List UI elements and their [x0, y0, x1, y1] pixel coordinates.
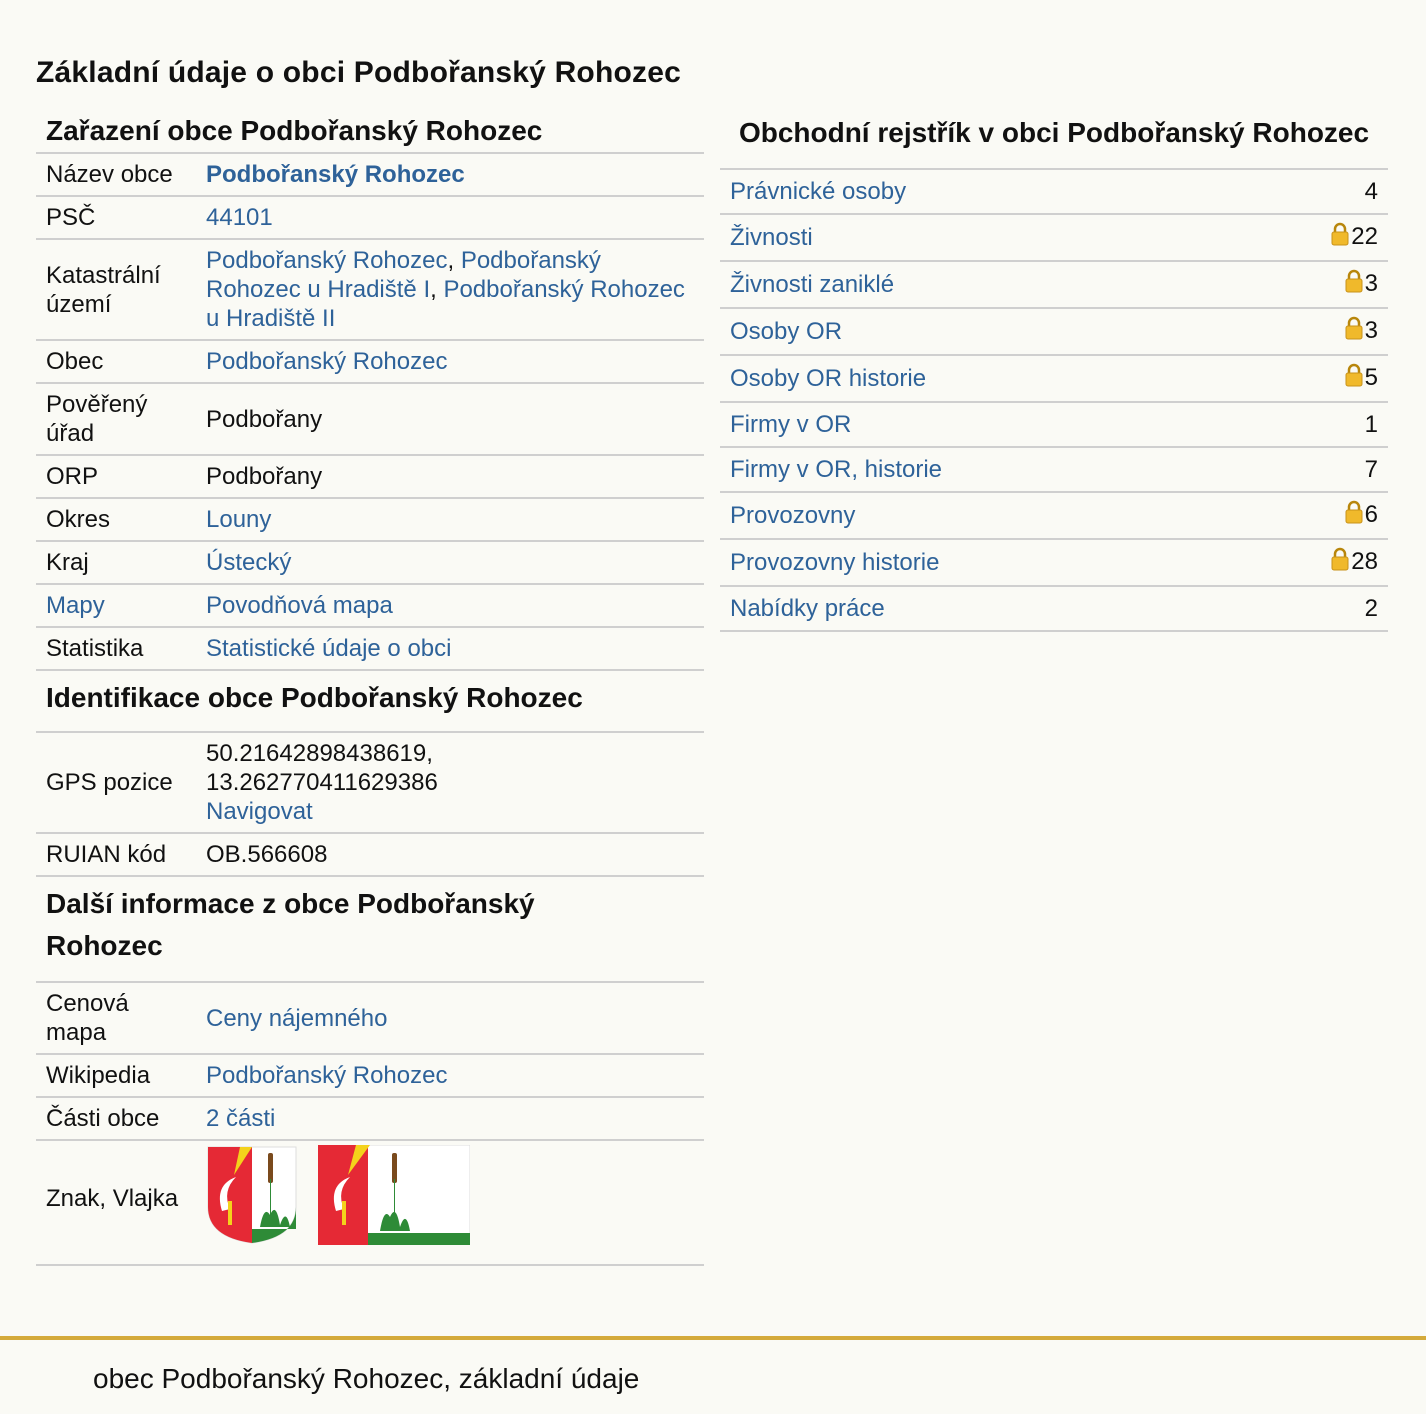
row-label: Statistika	[36, 627, 196, 670]
rejstrik-link[interactable]: Firmy v OR, historie	[730, 456, 943, 483]
row-label: RUIAN kód	[36, 833, 196, 876]
row-label: Znak, Vlajka	[36, 1140, 196, 1265]
row-value: Podbořany	[196, 455, 704, 498]
rejstrik-count: 5	[1364, 364, 1378, 391]
rejstrik-count: 2	[1364, 595, 1378, 622]
obec-name-link[interactable]: Podbořanský Rohozec	[206, 161, 465, 188]
rejstrik-link[interactable]: Nabídky práce	[730, 595, 885, 622]
rejstrik-link[interactable]: Firmy v OR	[730, 411, 852, 438]
rejstrik-row	[720, 355, 1388, 402]
katastr-link[interactable]: Podbořanský Rohozec u Hradiště I	[206, 247, 601, 303]
rejstrik-row	[720, 447, 1388, 492]
table-row	[36, 833, 704, 876]
row-label: Wikipedia	[36, 1054, 196, 1097]
rejstrik-link[interactable]: Osoby OR	[730, 318, 843, 345]
rejstrik-row	[720, 586, 1388, 631]
table-row	[36, 1054, 704, 1097]
row-label: Katastrální území	[36, 239, 196, 340]
dalsi-table	[36, 983, 704, 1266]
mapy-link[interactable]: Mapy	[46, 592, 105, 619]
statistika-link[interactable]: Statistické údaje o obci	[206, 635, 452, 662]
rejstrik-count: 4	[1364, 178, 1378, 205]
rejstrik-count-cell	[1239, 355, 1388, 402]
obec-link[interactable]: Podbořanský Rohozec	[206, 348, 448, 375]
rejstrik-count-cell	[1239, 261, 1388, 308]
table-row	[36, 340, 704, 383]
rejstrik-row	[720, 402, 1388, 447]
right-column	[720, 110, 1388, 632]
lock-icon	[1345, 269, 1363, 302]
footer-text: obec Podbořanský Rohozec, základní údaje	[93, 1363, 640, 1394]
row-label: Název obce	[36, 154, 196, 196]
table-row	[36, 733, 704, 833]
ceny-najemneho-link[interactable]: Ceny nájemného	[206, 1004, 388, 1032]
rejstrik-link[interactable]: Provozovny	[730, 502, 856, 529]
row-label: ORP	[36, 455, 196, 498]
row-value: Podbořany	[196, 383, 704, 455]
lock-icon	[1345, 500, 1363, 533]
identifikace-table	[36, 733, 704, 877]
left-column	[36, 110, 704, 1266]
psc-link[interactable]: 44101	[206, 204, 273, 231]
katastr-link[interactable]: Podbořanský Rohozec	[206, 247, 448, 274]
page-title: Základní údaje o obci Podbořanský Rohozec	[36, 56, 681, 89]
rejstrik-count-cell	[1239, 447, 1388, 492]
ruian-value: OB.566608	[196, 833, 704, 876]
row-label: Pověřený úřad	[36, 383, 196, 455]
rejstrik-count: 7	[1364, 456, 1378, 483]
rejstrik-count-cell	[1239, 402, 1388, 447]
kraj-link[interactable]: Ústecký	[206, 549, 292, 576]
row-label: Okres	[36, 498, 196, 541]
row-label: PSČ	[36, 196, 196, 239]
zarazeni-heading: Zařazení obce Podbořanský Rohozec	[36, 110, 704, 154]
table-row	[36, 627, 704, 670]
table-row	[36, 196, 704, 239]
lock-icon	[1345, 316, 1363, 349]
rejstrik-count: 3	[1364, 270, 1378, 297]
navigate-link[interactable]: Navigovat	[206, 798, 313, 825]
table-row	[36, 498, 704, 541]
rejstrik-link[interactable]: Živnosti zaniklé	[730, 271, 895, 298]
footer	[0, 1336, 1426, 1414]
rejstrik-count: 1	[1364, 411, 1378, 438]
lock-icon	[1331, 547, 1349, 580]
identifikace-heading: Identifikace obce Podbořanský Rohozec	[36, 671, 704, 733]
rejstrik-row	[720, 214, 1388, 261]
row-label: GPS pozice	[36, 733, 196, 833]
rejstrik-link[interactable]: Živnosti	[730, 224, 813, 251]
row-label: Cenová mapa	[36, 983, 196, 1054]
coat-of-arms-image[interactable]	[206, 1145, 298, 1252]
dalsi-heading: Další informace z obce Podbořanský Rohozec	[36, 877, 616, 983]
rejstrik-link[interactable]: Osoby OR historie	[730, 365, 927, 392]
rejstrik-row	[720, 308, 1388, 355]
katastr-links: Podbořanský Rohozec, Podbořanský Rohozec u Hradiště I, Podbořanský Rohozec u Hradiště II	[196, 239, 704, 340]
rejstrik-count: 22	[1351, 223, 1378, 250]
zarazeni-table	[36, 154, 704, 671]
table-row	[36, 154, 704, 196]
rejstrik-row	[720, 261, 1388, 308]
table-row	[36, 1140, 704, 1265]
gps-value	[196, 733, 704, 833]
row-label: Kraj	[36, 541, 196, 584]
rejstrik-link[interactable]: Právnické osoby	[730, 178, 907, 205]
table-row	[36, 383, 704, 455]
flag-image[interactable]	[318, 1145, 470, 1252]
rejstrik-count-cell	[1239, 586, 1388, 631]
table-row	[36, 584, 704, 627]
rejstrik-count-cell	[1239, 214, 1388, 261]
wikipedia-link[interactable]: Podbořanský Rohozec	[206, 1062, 448, 1089]
rejstrik-count-cell	[1239, 492, 1388, 539]
rejstrik-count-cell	[1239, 170, 1388, 214]
gps-lon: 13.262770411629386	[206, 769, 438, 796]
rejstrik-heading: Obchodní rejstřík v obci Podbořanský Rohozec	[720, 110, 1388, 170]
katastr-link[interactable]: Podbořanský Rohozec u Hradiště II	[206, 276, 685, 332]
rejstrik-count: 28	[1351, 548, 1378, 575]
gps-lat: 50.21642898438619,	[206, 740, 433, 767]
row-label: Části obce	[36, 1097, 196, 1140]
casti-obce-link[interactable]: 2 části	[206, 1105, 276, 1132]
table-row	[36, 1097, 704, 1140]
rejstrik-count-cell	[1239, 308, 1388, 355]
rejstrik-link[interactable]: Provozovny historie	[730, 549, 940, 576]
row-label: Obec	[36, 340, 196, 383]
table-row	[36, 239, 704, 340]
rejstrik-count: 6	[1364, 501, 1378, 528]
rejstrik-row	[720, 170, 1388, 214]
table-row	[36, 541, 704, 584]
rejstrik-row	[720, 539, 1388, 586]
rejstrik-count: 3	[1364, 317, 1378, 344]
povodnova-mapa-link[interactable]: Povodňová mapa	[206, 592, 393, 619]
table-row	[36, 983, 704, 1054]
rejstrik-table	[720, 170, 1388, 632]
rejstrik-row	[720, 492, 1388, 539]
lock-icon	[1331, 222, 1349, 255]
rejstrik-count-cell	[1239, 539, 1388, 586]
table-row	[36, 455, 704, 498]
lock-icon	[1345, 363, 1363, 396]
okres-link[interactable]: Louny	[206, 506, 272, 533]
